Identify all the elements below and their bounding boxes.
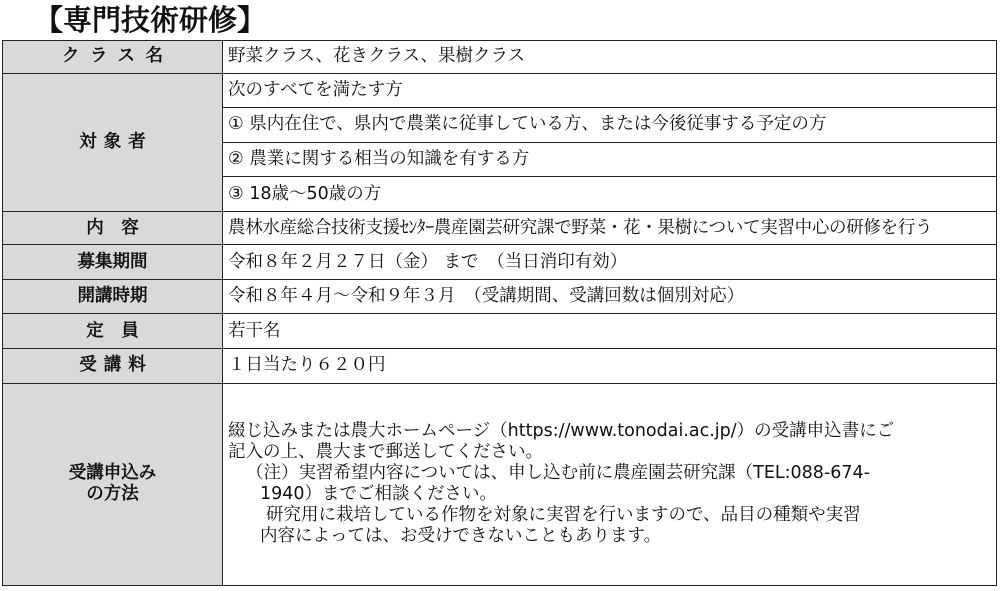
row-capacity — [3, 314, 997, 349]
value-target-1: ① 県内在住で、県内で農業に従事している方、または今後従事する予定の方 — [223, 108, 997, 143]
label-period: 開講時期 — [3, 279, 223, 314]
value-target-3: ③ 18歳～50歳の方 — [223, 177, 997, 212]
row-recruitment — [3, 245, 997, 280]
label-application-line2: の方法 — [86, 484, 139, 505]
label-target: 対象者 — [3, 73, 223, 211]
value-class-name: 野菜クラス、花きクラス、果樹クラス — [223, 41, 997, 74]
label-content: 内 容 — [3, 211, 223, 245]
application-line-2: 記入の上、農大まで郵送してください。 — [228, 442, 543, 463]
row-target-intro — [3, 73, 997, 108]
row-content — [3, 211, 997, 245]
application-note-line-2: 1940）までご相談ください。 — [260, 484, 498, 505]
value-target-2: ② 農業に関する相当の知識を有する方 — [223, 142, 997, 177]
row-fee — [3, 349, 997, 384]
row-application — [3, 383, 997, 585]
value-fee: １日当たり６２０円 — [223, 349, 997, 384]
value-content: 農林水産総合技術支援ｾﾝﾀｰ農産園芸研究課で野菜・花・果樹について実習中心の研修を行う — [223, 211, 997, 245]
application-line-1: 綴じ込みまたは農大ホームページ（https://www.tonodai.ac.jp/）の受講申込書にご — [228, 421, 895, 442]
row-class-name — [3, 41, 997, 74]
label-recruitment: 募集期間 — [3, 245, 223, 280]
row-period — [3, 279, 997, 314]
value-period: 令和８年４月～令和９年３月 （受講期間、受講回数は個別対応） — [223, 279, 997, 314]
label-application-line1: 受講申込み — [68, 463, 157, 484]
training-info-table — [2, 40, 997, 586]
label-application — [3, 383, 223, 585]
application-note-line-4: 内容によっては、お受けできないこともあります。 — [260, 526, 662, 547]
value-capacity: 若干名 — [223, 314, 997, 349]
value-target-intro: 次のすべてを満たす方 — [223, 73, 997, 108]
label-fee: 受講料 — [3, 349, 223, 384]
value-recruitment: 令和８年２月２７日（金） まで （当日消印有効） — [223, 245, 997, 280]
label-class-name: クラス名 — [3, 41, 223, 74]
value-application — [223, 383, 997, 585]
application-note-line-1: （注）実習希望内容については、申し込む前に農産園芸研究課（TEL:088-674- — [246, 463, 870, 484]
page-heading: 【専門技術研修】 — [34, 3, 267, 37]
application-note-line-3: 研究用に栽培している作物を対象に実習を行いますので、品目の種類や実習 — [266, 505, 861, 526]
label-capacity: 定 員 — [3, 314, 223, 349]
